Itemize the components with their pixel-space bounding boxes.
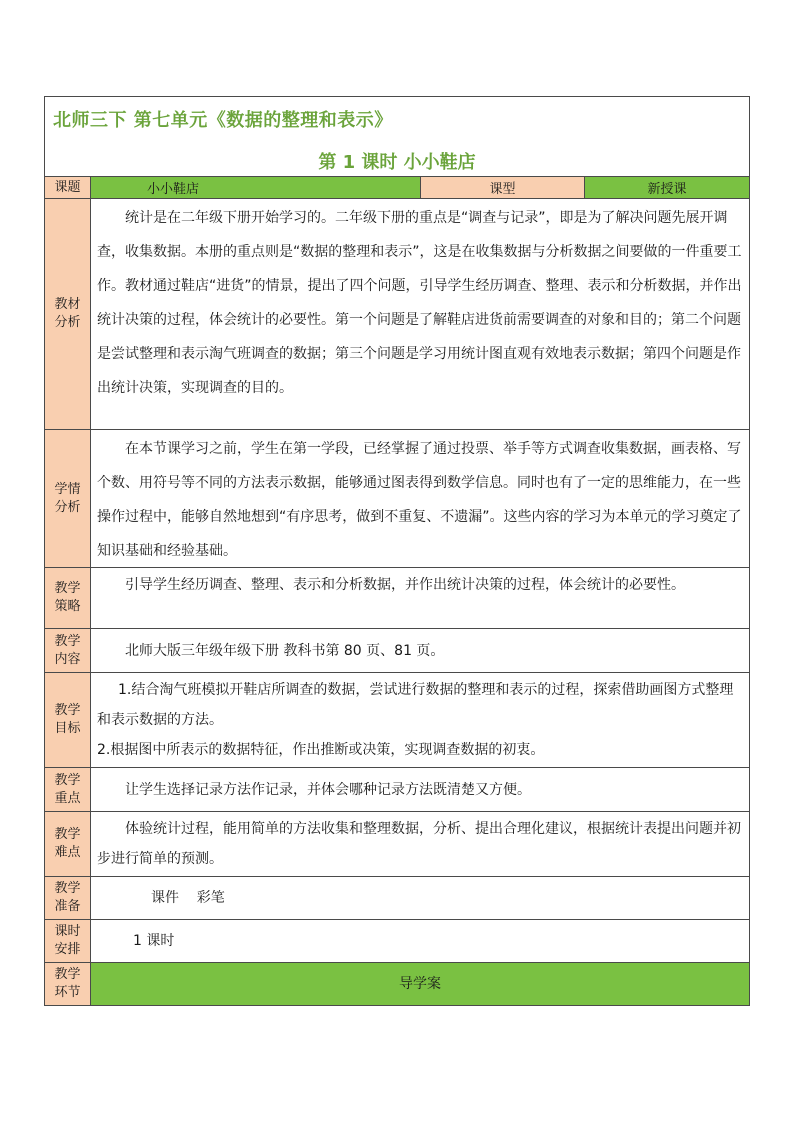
section-label: 学情分析 [45,430,91,567]
section-label: 教学环节 [45,963,91,1005]
course-type-label: 课型 [421,177,585,198]
title-block [45,97,749,177]
section-paragraph: 体验统计过程，能用简单的方法收集和整理数据，分析、提出合理化建议，根据统计表提出问题并初步进行简单的预测。 [97,821,741,867]
lesson-plan-table [44,96,750,1006]
section-content [91,877,749,919]
section-label: 教材分析 [45,199,91,429]
lesson-title: 第 1 课时 小小鞋店 [318,152,476,173]
section-row-process [45,963,749,1005]
section-label: 教学策略 [45,568,91,628]
section-row-students [45,430,749,568]
course-row [45,177,749,199]
section-label: 教学重点 [45,768,91,811]
section-row-preparation [45,877,749,920]
section-content [91,199,749,429]
section-row-strategy [45,568,749,629]
section-label: 教学内容 [45,629,91,672]
unit-title: 北师三下 第七单元《数据的整理和表示》 [53,110,393,131]
section-label: 教学难点 [45,812,91,876]
section-label: 教学目标 [45,673,91,767]
section-paragraph: 在本节课学习之前，学生在第一学段，已经掌握了通过投票、举手等方式调查收集数据，画表格、写个数、用符号等不同的方法表示数据，能够通过图表得到数学信息。同时也有了一定的思维能力，在一些操作过程中，能够自然地想到“有序思考，做到不重复、不遗漏”。这些内容的学习为本单元的学习奠定了知识基础和经验基础。 [97,441,742,559]
section-row-objectives [45,673,749,768]
section-content [91,812,749,876]
section-content [91,920,749,962]
section-paragraph: 北师大版三年级年级下册 教科书第 80 页、81 页。 [125,642,445,659]
section-paragraph: 1 课时 [133,933,175,949]
section-row-content [45,629,749,673]
course-topic: 小小鞋店 [91,177,421,198]
section-row-difficulty [45,812,749,877]
section-row-material [45,199,749,430]
section-row-focus [45,768,749,812]
section-content [91,430,749,567]
section-label: 教学准备 [45,877,91,919]
section-label: 课时安排 [45,920,91,962]
section-paragraph: 2.根据图中所表示的数据特征，作出推断或决策，实现调查数据的初衷。 [97,742,545,758]
process-value: 导学案 [91,963,749,1005]
section-paragraph: 让学生选择记录方法作记录，并体会哪种记录方法既清楚又方便。 [125,781,531,798]
section-paragraph: 1.结合淘气班模拟开鞋店所调查的数据，尝试进行数据的整理和表示的过程，探索借助画图方式整理和表示数据的方法。 [97,682,734,728]
section-paragraph: 统计是在二年级下册开始学习的。二年级下册的重点是“调查与记录”，即是为了解决问题先展开调查，收集数据。本册的重点则是“数据的整理和表示”，这是在收集数据与分析数据之间要做的一件重要工作。教材通过鞋店“进货”的情景，提出了四个问题，引导学生经历调查、整理、表示和分析数据，并作出统计决策的过程，体会统计的必要性。第一个问题是了解鞋店进货前需要调查的对象和目的；第二个问题是尝试整理和表示淘气班调查的数据；第三个问题是学习用统计图直观有效地表示数据；第四个问题是作出统计决策，实现调查的目的。 [97,210,742,396]
course-label: 课题 [45,177,91,198]
section-paragraph: 课件 彩笔 [151,890,225,906]
section-paragraph: 引导学生经历调查、整理、表示和分析数据，并作出统计决策的过程，体会统计的必要性。 [125,577,685,593]
course-type-value: 新授课 [585,177,749,198]
section-content [91,673,749,767]
section-content [91,568,749,628]
section-content [91,768,749,811]
section-row-schedule [45,920,749,963]
section-content [91,629,749,672]
